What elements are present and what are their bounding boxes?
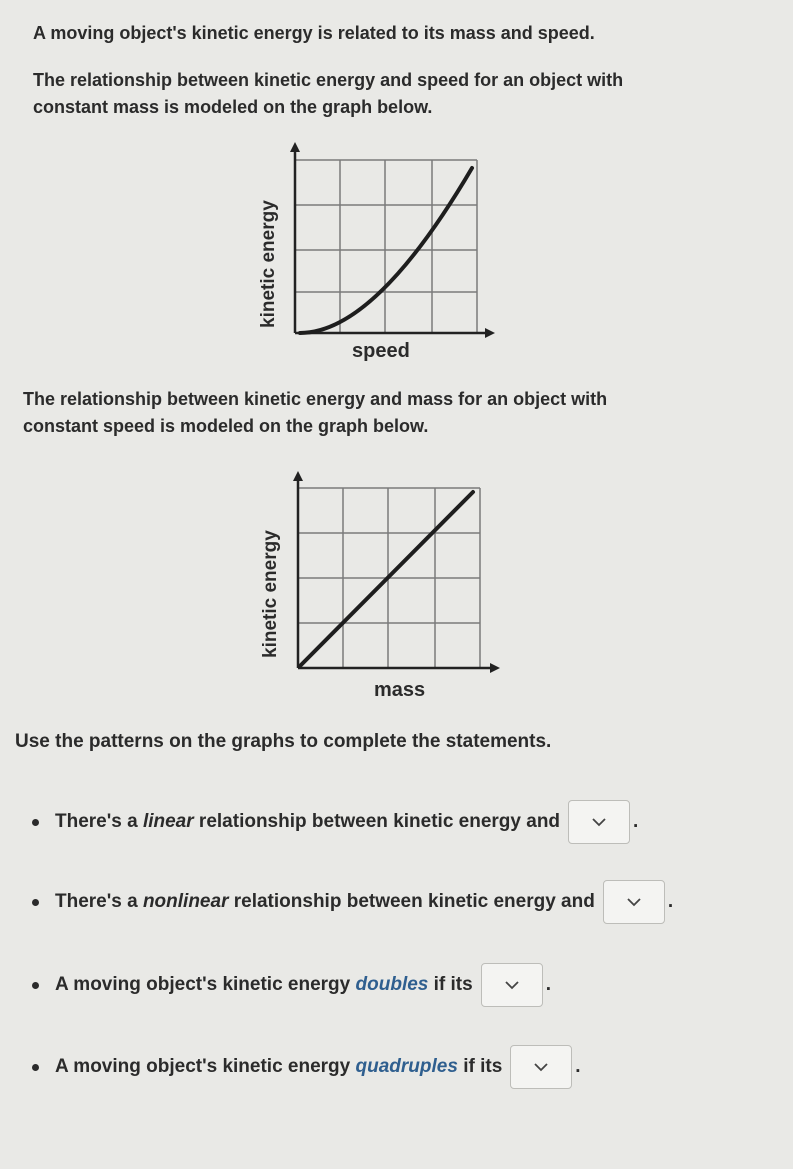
bullet: [32, 1064, 39, 1071]
graph-speed: [255, 140, 505, 370]
intro-line-3: constant mass is modeled on the graph below.: [33, 97, 433, 117]
mid-line-1: The relationship between kinetic energy and mass for an object with: [23, 389, 608, 409]
ke-mass-line: [300, 492, 473, 666]
x-axis-arrow: [490, 663, 500, 673]
bullet: [32, 982, 39, 989]
statement-period: .: [575, 1056, 581, 1077]
statement-emphasis: doubles: [355, 974, 429, 995]
graph-mass-y-label: kinetic energy: [260, 530, 281, 658]
graph-mass-x-label: mass: [374, 679, 426, 701]
statement-emphasis: nonlinear: [142, 891, 229, 912]
answer-dropdown-4[interactable]: [510, 1045, 572, 1089]
chevron-down-icon: [504, 980, 520, 990]
graph-speed-y-label: kinetic energy: [258, 200, 279, 328]
statement-suffix: if its: [457, 1056, 503, 1077]
chevron-down-icon: [533, 1062, 549, 1072]
answer-dropdown-3[interactable]: [481, 963, 543, 1007]
intro-line-1: A moving object's kinetic energy is related to its mass and speed.: [33, 23, 595, 43]
intro-line-2: The relationship between kinetic energy and speed for an object with: [33, 70, 624, 90]
statement-period: .: [633, 811, 639, 832]
statement-emphasis: linear: [142, 811, 194, 832]
chevron-down-icon: [591, 817, 607, 827]
statement-emphasis: quadruples: [355, 1056, 458, 1077]
statement-suffix: relationship between kinetic energy and: [228, 891, 595, 912]
y-axis-arrow: [290, 142, 300, 152]
statement-prefix: There's a: [55, 811, 143, 832]
statement-prefix: There's a: [55, 891, 143, 912]
graph-mass: [255, 468, 515, 708]
statement-3: [32, 963, 551, 1007]
bullet: [32, 819, 39, 826]
statement-suffix: if its: [428, 974, 473, 995]
x-axis-arrow: [485, 328, 495, 338]
graph-speed-x-label: speed: [352, 340, 410, 362]
y-axis-arrow: [293, 471, 303, 481]
mid-line-2: constant speed is modeled on the graph below.: [23, 416, 429, 436]
graph-mass-plot: [255, 468, 515, 678]
statement-2: [32, 880, 673, 924]
bullet: [32, 899, 39, 906]
statement-period: .: [545, 974, 551, 995]
graph-speed-plot: [255, 140, 505, 340]
statement-prefix: A moving object's kinetic energy: [55, 1056, 356, 1077]
instruction: Use the patterns on the graphs to complete the statements.: [15, 731, 552, 752]
chevron-down-icon: [626, 897, 642, 907]
statement-4: [32, 1045, 581, 1089]
statement-prefix: A moving object's kinetic energy: [55, 974, 356, 995]
answer-dropdown-2[interactable]: [603, 880, 665, 924]
statement-period: .: [667, 891, 674, 912]
answer-dropdown-1[interactable]: [568, 800, 630, 844]
statement-1: [32, 800, 638, 844]
statement-suffix: relationship between kinetic energy and: [193, 811, 561, 832]
